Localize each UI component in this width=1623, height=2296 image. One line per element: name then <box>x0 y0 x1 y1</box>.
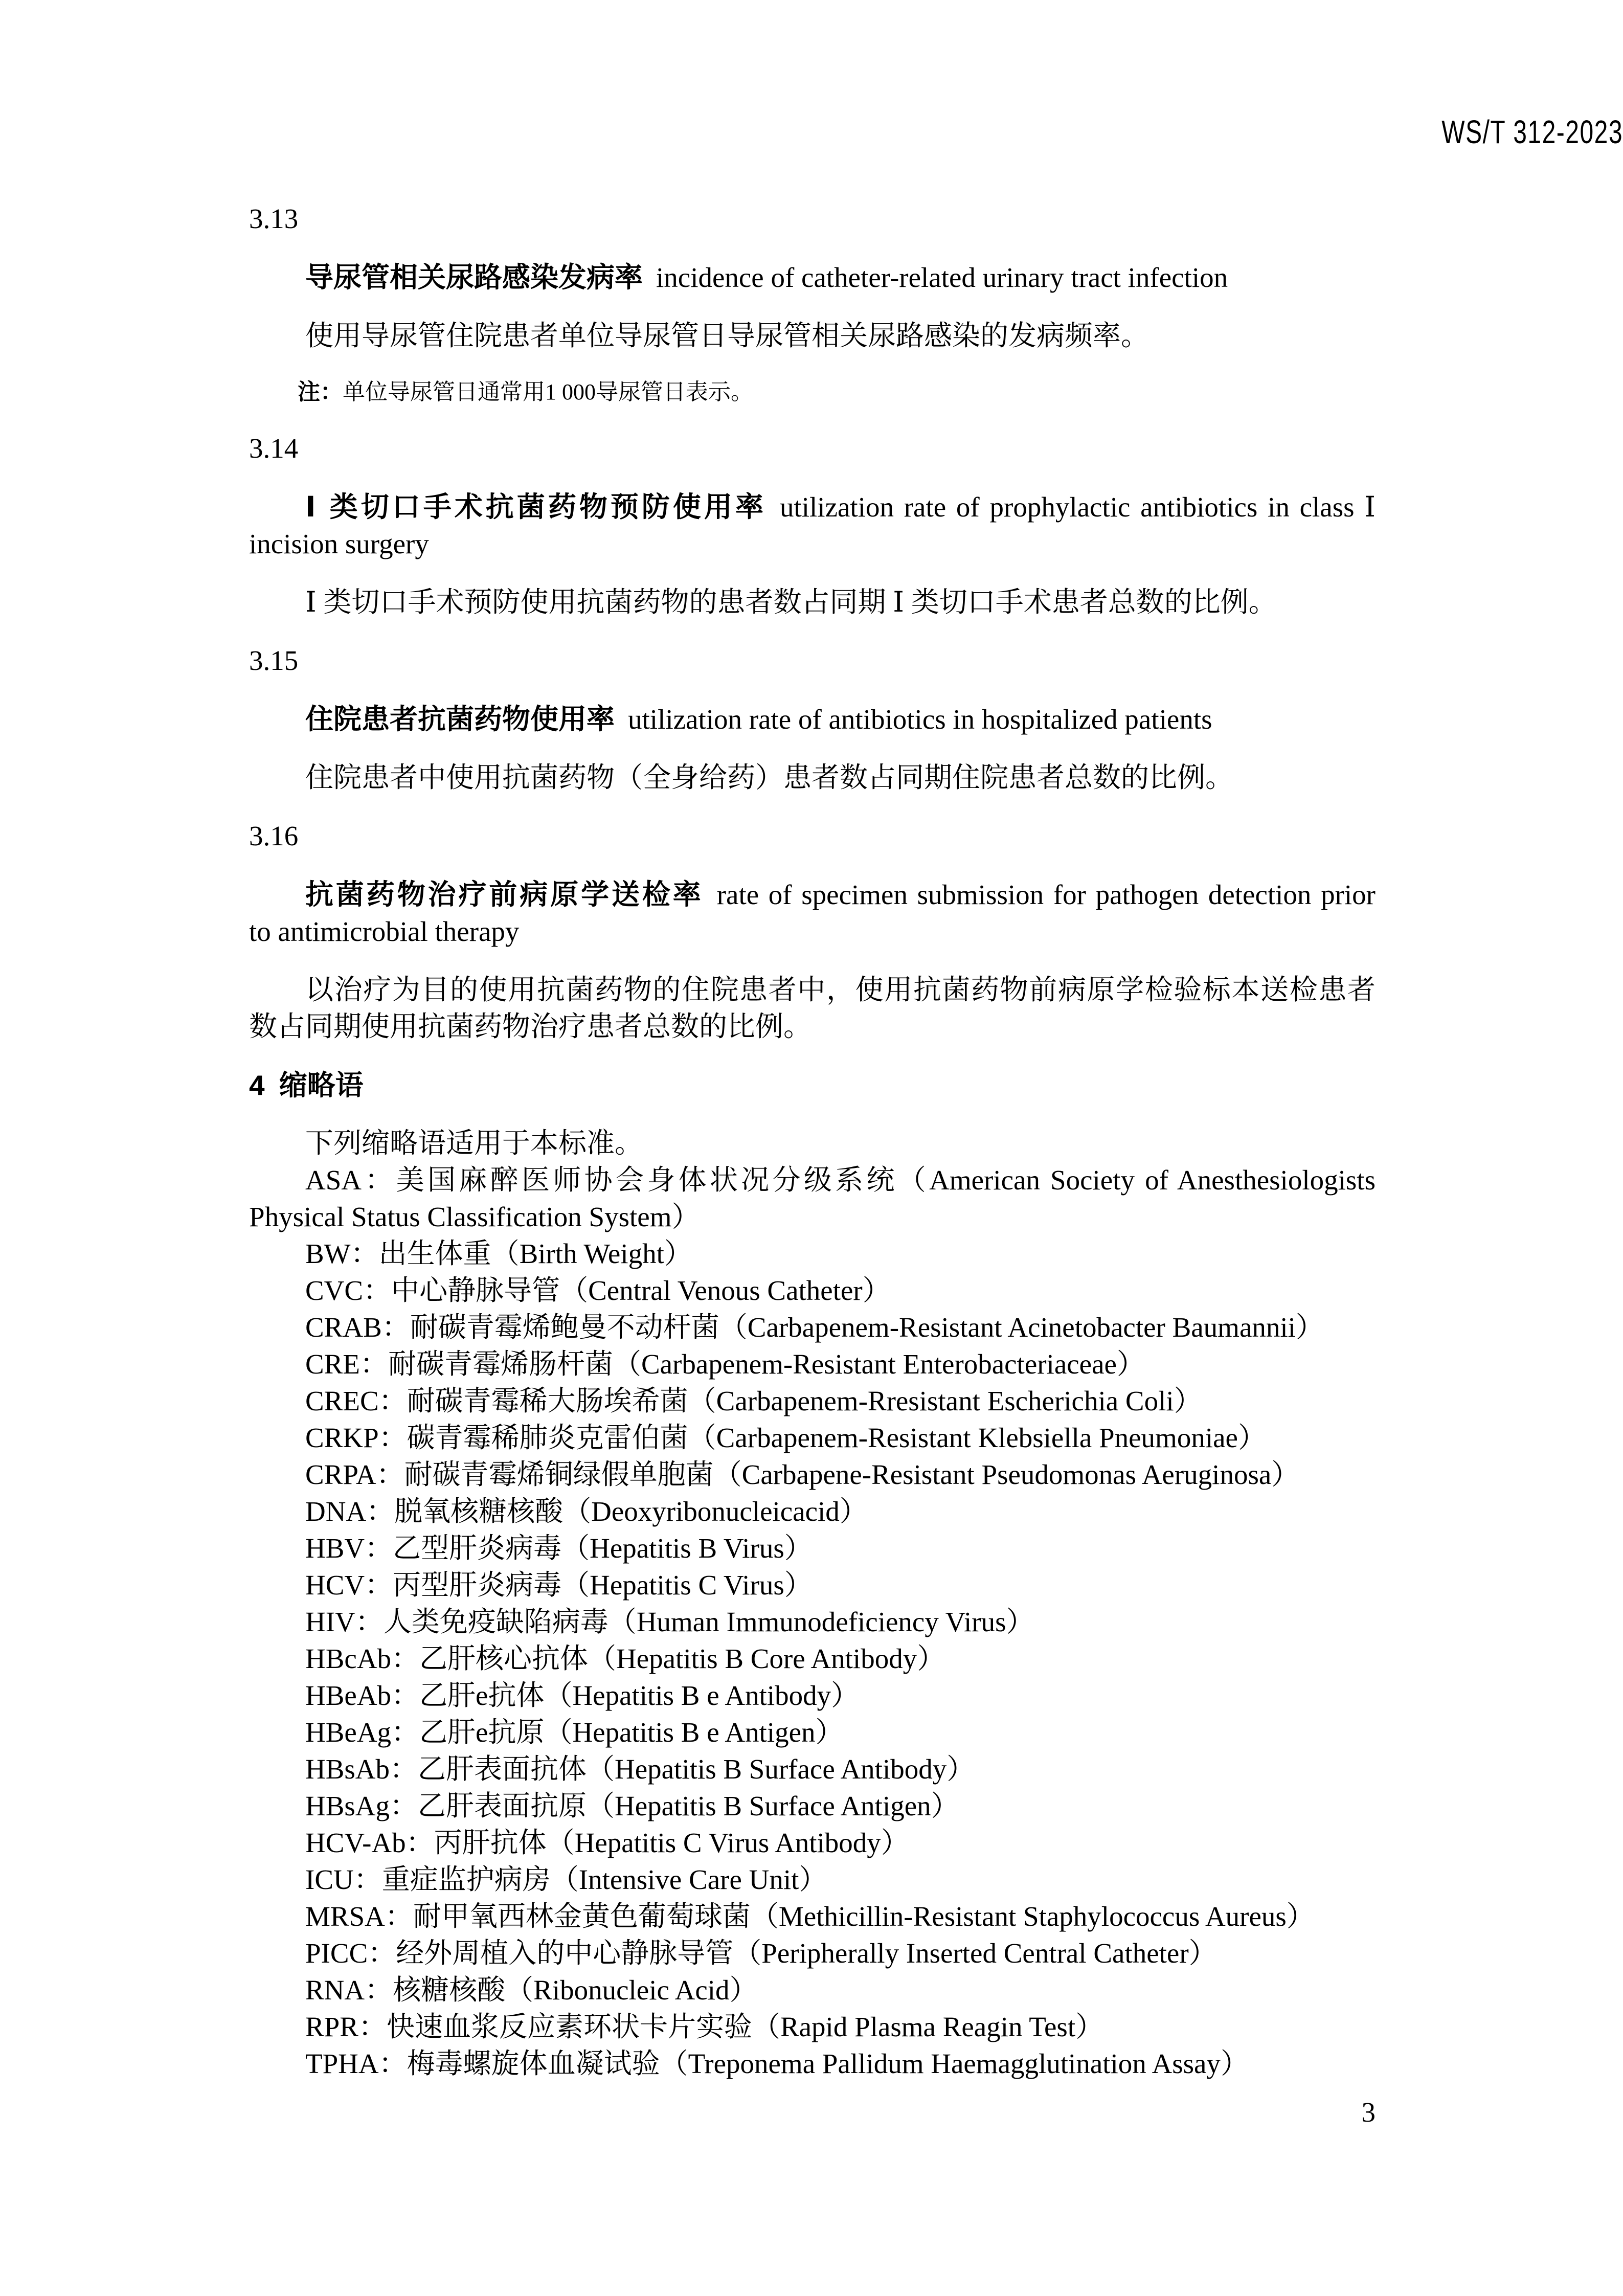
term-en-3-14-line2: incision surgery <box>249 528 429 559</box>
page-content <box>249 0 1376 2082</box>
term-line-3-16 <box>249 876 1376 913</box>
definition-3-16-line2: 数占同期使用抗菌药物治疗患者总数的比例。 <box>249 1011 812 1042</box>
abbreviation-line-tpha: TPHA：梅毒螺旋体血凝试验（Treponema Pallidum Haemagglutination Assay） <box>305 2048 1249 2079</box>
abbreviation-line-hcv: HCV：丙型肝炎病毒（Hepatitis C Virus） <box>305 1569 813 1601</box>
abbreviation-line-rpr: RPR：快速血浆反应素环状卡片实验（Rapid Plasma Reagin Test） <box>305 2011 1104 2042</box>
heading-title: 缩略语 <box>279 1069 364 1101</box>
term-en-3-14-line1: utilization rate of prophylactic antibiotics in class Ⅰ <box>779 491 1376 523</box>
term-zh-3-14: Ⅰ 类切口手术抗菌药物预防使用率 <box>305 491 767 523</box>
term-en-3-15: utilization rate of antibiotics in hospitalized patients <box>628 704 1212 735</box>
abbreviation-line-cre: CRE：耐碳青霉烯肠杆菌（Carbapenem-Resistant Enterobacteriaceae） <box>305 1348 1145 1380</box>
term-en-3-16-line1: rate of specimen submission for pathogen detection prior <box>716 879 1376 910</box>
note-label: 注： <box>298 379 343 404</box>
abbreviation-line-hbsag: HBsAg：乙肝表面抗原（Hepatitis B Surface Antigen） <box>305 1790 959 1821</box>
page-header <box>1381 114 1623 150</box>
term-zh-3-15: 住院患者抗菌药物使用率 <box>305 703 615 735</box>
abbreviation-line-icu: ICU：重症监护病房（Intensive Care Unit） <box>305 1864 827 1895</box>
abbreviation-line-crec: CREC：耐碳青霉稀大肠埃希菌（Carbapenem-Rresistant Escherichia Coli） <box>305 1385 1202 1416</box>
abbreviation-line-dna: DNA：脱氧核糖核酸（Deoxyribonucleicacid） <box>305 1496 868 1527</box>
section-number-3-13: 3.13 <box>249 203 299 234</box>
abbreviation-line-cvc: CVC：中心静脉导管（Central Venous Catheter） <box>305 1275 891 1306</box>
abbreviation-line-asa: ASA：美国麻醉医师协会身体状况分级系统（American Society of Anesthesiologists <box>305 1164 1376 1196</box>
abbreviation-line-hcv-ab: HCV-Ab：丙肝抗体（Hepatitis C Virus Antibody） <box>305 1827 909 1858</box>
abbreviation-line-hbeag: HBeAg：乙肝e抗原（Hepatitis B e Antigen） <box>305 1717 844 1748</box>
abbreviation-line-mrsa: MRSA：耐甲氧西林金黄色葡萄球菌（Methicillin-Resistant Staphylococcus Aureus） <box>305 1901 1315 1932</box>
page-number: 3 <box>1361 2097 1376 2128</box>
abbreviation-line-rna: RNA：核糖核酸（Ribonucleic Acid） <box>305 1974 758 2006</box>
abbreviation-line-picc: PICC：经外周植入的中心静脉导管（Peripherally Inserted Central Catheter） <box>305 1938 1217 1969</box>
section-number-3-16: 3.16 <box>249 820 299 851</box>
abbreviation-line-hbv: HBV：乙型肝炎病毒（Hepatitis B Virus） <box>305 1533 813 1564</box>
abbreviation-line-hbeab: HBeAb：乙肝e抗体（Hepatitis B e Antibody） <box>305 1680 860 1711</box>
note-text: 单位导尿管日通常用1 000导尿管日表示。 <box>343 379 753 404</box>
abbreviation-line-hbsab: HBsAb：乙肝表面抗体（Hepatitis B Surface Antibody） <box>305 1753 975 1785</box>
abbreviation-line-hiv: HIV：人类免疫缺陷病毒（Human Immunodeficiency Virus） <box>305 1606 1034 1637</box>
term-zh-3-13: 导尿管相关尿路感染发病率 <box>305 261 643 293</box>
term-zh-3-16: 抗菌药物治疗前病原学送检率 <box>305 879 704 910</box>
abbreviation-line-crkp: CRKP：碳青霉稀肺炎克雷伯菌（Carbapenem-Resistant Klebsiella Pneumoniae） <box>305 1422 1266 1453</box>
definition-3-14: Ⅰ 类切口手术预防使用抗菌药物的患者数占同期 Ⅰ 类切口手术患者总数的比例。 <box>305 587 1277 618</box>
term-en-3-16-line2: to antimicrobial therapy <box>249 916 520 947</box>
abbreviation-line-crpa: CRPA：耐碳青霉烯铜绿假单胞菌（Carbapene-Resistant Pseudomonas Aeruginosa） <box>305 1459 1300 1490</box>
definition-3-16-line1: 以治疗为目的使用抗菌药物的住院患者中，使用抗菌药物前病原学检验标本送检患者 <box>305 974 1376 1005</box>
term-line-3-14 <box>249 488 1376 526</box>
heading-number: 4 <box>249 1069 265 1101</box>
abbreviation-line-asa-cont: Physical Status Classification System） <box>249 1201 700 1232</box>
abbreviation-line-crab: CRAB：耐碳青霉烯鲍曼不动杆菌（Carbapenem-Resistant Acinetobacter Baumannii） <box>305 1312 1324 1343</box>
abbreviation-line-hbcab: HBcAb：乙肝核心抗体（Hepatitis B Core Antibody） <box>305 1643 945 1674</box>
section-number-3-14: 3.14 <box>249 433 299 464</box>
definition-3-15: 住院患者中使用抗菌药物（全身给药）患者数占同期住院患者总数的比例。 <box>305 762 1234 793</box>
standard-code: WS/T 312-2023 <box>1441 114 1623 150</box>
term-en-3-13: incidence of catheter-related urinary tract infection <box>656 262 1228 293</box>
note-3-13 <box>249 376 1376 409</box>
definition-3-13: 使用导尿管住院患者单位导尿管日导尿管相关尿路感染的发病频率。 <box>305 320 1149 351</box>
term-line-3-15 <box>249 701 1376 738</box>
term-line-3-13 <box>249 259 1376 296</box>
abbreviation-line-bw: BW：出生体重（Birth Weight） <box>305 1238 692 1269</box>
section-number-3-15: 3.15 <box>249 645 299 676</box>
section-heading-abbreviations <box>249 1067 1376 1104</box>
abbreviations-intro: 下列缩略语适用于本标准。 <box>305 1128 643 1159</box>
